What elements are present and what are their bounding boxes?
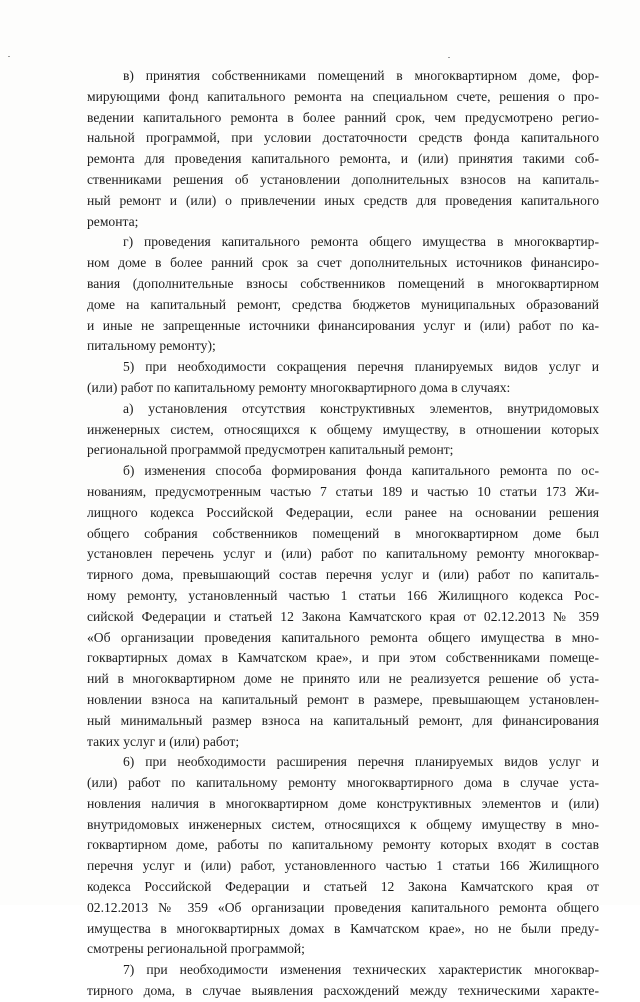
text-line: ном доме в более ранний срок за счет дополнительных источников финансиро- bbox=[87, 255, 599, 271]
text-line: ведении капитального ремонта в более ранний срок, чем предусмотрено регио- bbox=[87, 109, 599, 125]
text-line: 6) при необходимости расширения перечня планируемых видов услуг и bbox=[123, 754, 599, 770]
text-line: ный ремонт и (или) о привлечении иных средств для проведения капитального bbox=[87, 192, 599, 208]
text-line: смотрены региональной программой; bbox=[87, 941, 305, 957]
text-line: имущества в многоквартирных домах в Камчатском крае», но не были преду- bbox=[87, 920, 599, 936]
text-line: региональной программой предусмотрен капитальный ремонт; bbox=[87, 442, 454, 458]
text-line: мирующими фонд капитального ремонта на специальном счете, решения о про- bbox=[87, 88, 599, 104]
text-line: 7) при необходимости изменения технических характеристик многоквар- bbox=[123, 962, 599, 978]
text-line: ственниками решения об установлении дополнительных взносов на капиталь- bbox=[87, 171, 599, 187]
text-line: (или) работ по капитальному ремонту многоквартирного дома в случае уста- bbox=[87, 775, 599, 791]
text-line: установлен перечень услуг и (или) работ по капитальному ремонту многоквар- bbox=[87, 546, 599, 562]
scan-speck bbox=[448, 57, 450, 58]
text-line: сийской Федерации и статьей 12 Закона Камчатского края от 02.12.2013 № 359 bbox=[87, 608, 599, 624]
text-line: а) установления отсутствия конструктивных элементов, внутридомовых bbox=[123, 400, 599, 416]
text-line: лищного кодекса Российской Федерации, если ранее на основании решения bbox=[87, 504, 599, 520]
text-line: 5) при необходимости сокращения перечня планируемых видов услуг и bbox=[123, 359, 599, 375]
text-line: гоквартирных домах в Камчатском крае», и при этом собственниками помеще- bbox=[87, 650, 599, 666]
text-line: ремонта для проведения капитального ремонта, и (или) принятия такими соб- bbox=[87, 151, 599, 167]
text-line: общего собрания собственников помещений в многоквартирном доме был bbox=[87, 525, 599, 541]
text-line: б) изменения способа формирования фонда капитального ремонта по ос- bbox=[123, 463, 599, 479]
text-line: доме на капитальный ремонт, средства бюджетов муниципальных образований bbox=[87, 296, 599, 312]
text-line: инженерных систем, относящихся к общему имуществу, в отношении которых bbox=[87, 421, 599, 437]
text-line: ремонта; bbox=[87, 213, 139, 229]
text-line: г) проведения капитального ремонта общего имущества в многоквартир- bbox=[123, 234, 599, 250]
text-line: новлении взноса на капитальный ремонт в размере, превышающем установлен- bbox=[87, 691, 599, 707]
text-line: вания (дополнительные взносы собственников помещений в многоквартирном bbox=[87, 275, 599, 291]
text-line: ный минимальный размер взноса на капитальный ремонт, для финансирования bbox=[87, 712, 599, 728]
scan-speck bbox=[8, 56, 10, 57]
text-line: 02.12.2013 № 359 «Об организации проведения капитального ремонта общего bbox=[87, 899, 599, 915]
text-line: в) принятия собственниками помещений в многоквартирном доме, фор- bbox=[123, 68, 599, 83]
text-line: (или) работ по капитальному ремонту многоквартирного дома в случаях: bbox=[87, 379, 511, 395]
text-line: и иные не запрещенные источники финансирования услуг и (или) работ по ка- bbox=[87, 317, 599, 333]
text-line: таких услуг и (или) работ; bbox=[87, 733, 240, 749]
document-body bbox=[87, 66, 599, 1002]
text-line: ний в многоквартирном доме не принято или не реализуется решение об уста- bbox=[87, 671, 599, 687]
text-line: «Об организации проведения капитального ремонта общего имущества в мно- bbox=[87, 629, 599, 645]
text-line: гоквартирном доме, работы по капитальному ремонту которых входят в состав bbox=[87, 837, 599, 853]
text-line: тирного дома, превышающий состав перечня услуг и (или) работ по капиталь- bbox=[87, 567, 599, 583]
text-line: нованиям, предусмотренным частью 7 статьи 189 и частью 10 статьи 173 Жи- bbox=[87, 483, 599, 499]
text-line: перечня услуг и (или) работ, установленного частью 1 статьи 166 Жилищного bbox=[87, 858, 599, 874]
text-line: внутридомовых инженерных систем, относящихся к общему имуществу в мно- bbox=[87, 816, 599, 832]
text-line: питальному ремонту); bbox=[87, 338, 216, 354]
text-line: ному ремонту, установленный частью 1 статьи 166 Жилищного кодекса Рос- bbox=[87, 587, 599, 603]
text-line: новления наличия в многоквартирном доме конструктивных элементов и (или) bbox=[87, 795, 599, 811]
text-line: тирного дома, в случае выявления расхождений между техническими характе- bbox=[87, 983, 599, 999]
text-line: кодекса Российской Федерации и статьей 12 Закона Камчатского края от bbox=[87, 879, 599, 895]
text-line: нальной программой, при условии достаточности средств фонда капитального bbox=[87, 130, 599, 146]
